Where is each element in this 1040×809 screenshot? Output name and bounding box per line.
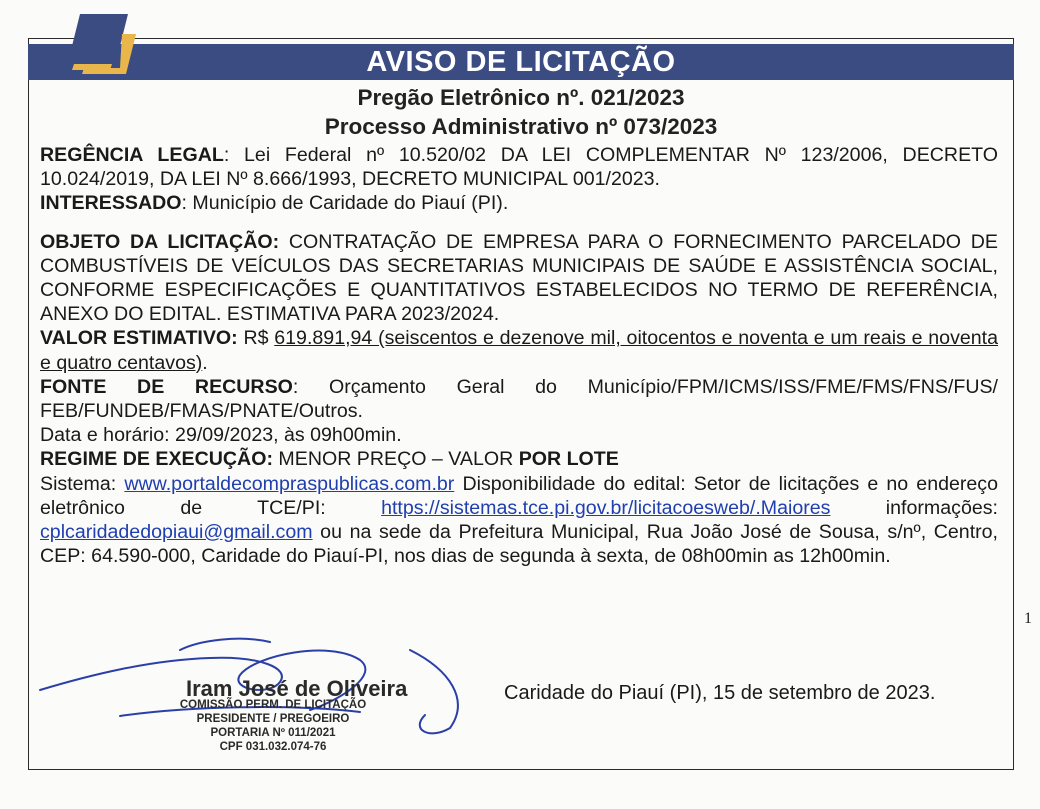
- regencia-label: REGÊNCIA LEGAL: [40, 144, 224, 166]
- sistema-paragraph: [40, 472, 998, 569]
- sistema-t1: Sistema:: [40, 472, 125, 495]
- objeto-text: CONTRATAÇÃO DE EMPRESA PARA O FORNECIMENTO PARCELADO DE COMBUSTÍVEIS DE VEÍCULOS DAS SECRETARIAS MUNICIPAIS DE SAÚDE E ASSISTÊNCIA SOCIAL, CONFORME ESPECIFICAÇÕES E QUANTITATIVOS ESTABELECIDOS NO TERMO DE REFERÊNCIA, ANEXO DO EDITAL. ESTIMATIVA PARA 2023/2024.: [40, 230, 998, 326]
- date-place: Caridade do Piauí (PI), 15 de setembro de 2023.: [504, 682, 936, 704]
- fonte-label: FONTE DE RECURSO: [40, 375, 293, 398]
- valor-amount: 619.891,94 (seiscentos e dezenove mil, oitocentos e noventa e um reais e noventa e quatro centavos): [40, 327, 998, 374]
- interessado-paragraph: [40, 191, 998, 215]
- email-link[interactable]: cplcaridadedopiaui@gmail.com: [40, 521, 313, 544]
- valor-prefix: R$: [237, 327, 275, 350]
- municipal-logo-icon: [62, 12, 142, 82]
- signatory-portaria: PORTARIA Nº 011/2021: [210, 727, 336, 739]
- interessado-text: : Município de Caridade do Piauí (PI).: [181, 192, 509, 215]
- page-number: 1: [1024, 610, 1032, 627]
- pregao-number: Pregão Eletrônico nº. 021/2023: [357, 85, 685, 110]
- valor-paragraph: [40, 326, 998, 374]
- spacer: [40, 216, 998, 230]
- valor-suffix: .: [202, 351, 208, 374]
- portal-link[interactable]: www.portaldecompraspublicas.com.br: [124, 472, 455, 495]
- sistema-t2: Disponibilidade do edital: Setor de licitações e no endereço eletrônico de TCE/PI:: [40, 472, 999, 519]
- regencia-text: : Lei Federal nº 10.520/02 DA LEI COMPLEMENTAR Nº 123/2006, DECRETO 10.024/2019, DA LEI Nº 8.666/1993, DECRETO MUNICIPAL 001/2023.: [40, 144, 998, 191]
- processo-number: Processo Administrativo nº 073/2023: [324, 114, 718, 139]
- sistema-t4: ou na sede da Prefeitura Municipal, Rua João José de Sousa, s/nº, Centro, CEP: 64.590-000, Caridade do Piauí-PI, nos dias de segunda à sexta, de 08h00min as 12h00min.: [40, 521, 998, 568]
- sistema-t3: informações:: [830, 496, 998, 519]
- valor-label: VALOR ESTIMATIVO:: [40, 327, 238, 350]
- interessado-label: INTERESSADO: [40, 192, 182, 215]
- fonte-text: : Orçamento Geral do Município/FPM/ICMS/ISS/FME/FMS/FNS/FUS/ FEB/FUNDEB/FMAS/PNATE/Outros.: [40, 375, 998, 423]
- regime-label: REGIME DE EXECUÇÃO:: [40, 448, 273, 471]
- objeto-paragraph: [40, 230, 998, 327]
- notice-body: [40, 143, 998, 568]
- title-banner: [28, 44, 1014, 80]
- fonte-paragraph: [40, 375, 998, 423]
- signatory-committee: COMISSÃO PERM. DE LICITAÇÃO: [179, 699, 367, 711]
- objeto-label: OBJETO DA LICITAÇÃO:: [40, 230, 280, 253]
- signatory-role: PRESIDENTE / PREGOEIRO: [196, 713, 350, 725]
- regime-bold-tail: POR LOTE: [518, 448, 619, 471]
- signatory-cpf: CPF 031.032.074-76: [219, 741, 327, 753]
- notice-title: AVISO DE LICITAÇÃO: [366, 46, 676, 78]
- data-horario: Data e horário: 29/09/2023, às 09h00min.: [40, 424, 402, 447]
- regime-paragraph: [40, 447, 998, 471]
- tce-link[interactable]: https://sistemas.tce.pi.gov.br/licitacoesweb/.Maiores: [381, 496, 831, 519]
- regencia-paragraph: [40, 143, 998, 191]
- regime-text: MENOR PREÇO – VALOR: [272, 448, 519, 471]
- signatory-name: Iram José de Oliveira: [186, 676, 408, 701]
